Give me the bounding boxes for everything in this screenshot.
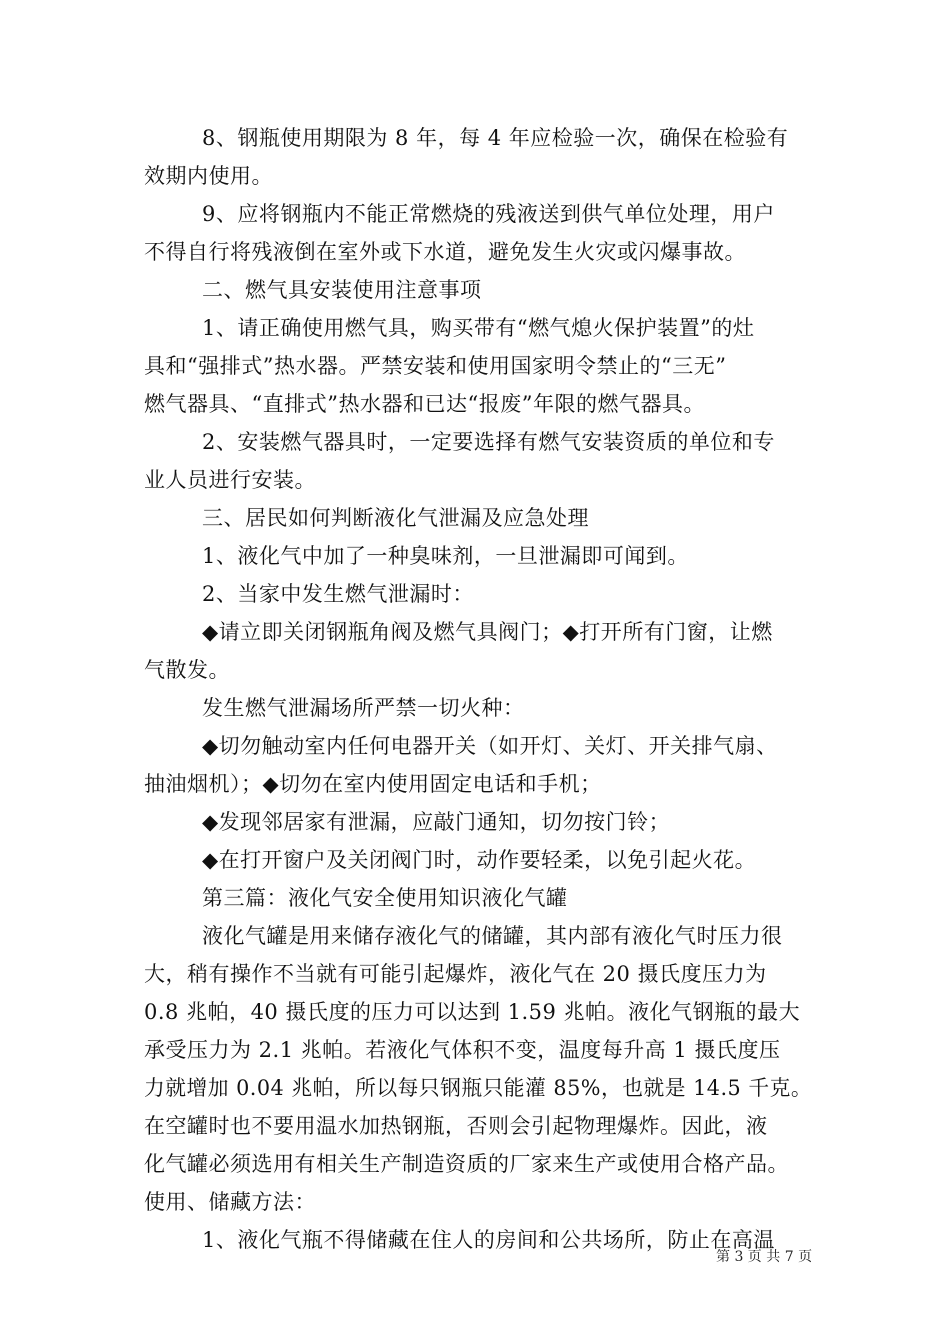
chapter-3-heading: 第三篇：液化气安全使用知识液化气罐 [202, 886, 568, 910]
paragraph-item-9-line-1: 9、应将钢瓶内不能正常燃烧的残液送到供气单位处理，用户 [202, 202, 775, 226]
intro-line-5: 力就增加 0.04 兆帕，所以每只钢瓶只能灌 85%，也就是 14.5 千克。 [144, 1076, 813, 1100]
paragraph-s2-item-2-line-2: 业人员进行安装。 [144, 468, 316, 492]
bullet-1-line-2: 气散发。 [144, 658, 230, 682]
fire-ban-line: 发生燃气泄漏场所严禁一切火种： [202, 696, 525, 720]
bullet-2-line-1: ◆切勿触动室内任何电器开关（如开灯、关灯、开关排气扇、 [202, 734, 778, 758]
bullet-1-line-1: ◆请立即关闭钢瓶角阀及燃气具阀门；◆打开所有门窗，让燃 [202, 620, 773, 644]
storage-1-line-1: 1、液化气瓶不得储藏在住人的房间和公共场所，防止在高温 [202, 1228, 775, 1252]
paragraph-item-8-line-2: 效期内使用。 [144, 164, 273, 188]
section-heading-3: 三、居民如何判断液化气泄漏及应急处理 [202, 506, 589, 530]
paragraph-s2-item-1-line-3: 燃气器具、“直排式”热水器和已达“报废”年限的燃气器具。 [144, 392, 705, 416]
bullet-3-line: ◆发现邻居家有泄漏，应敲门通知，切勿按门铃； [202, 810, 671, 834]
bullet-2-line-2: 抽油烟机）；◆切勿在室内使用固定电话和手机； [144, 772, 602, 796]
intro-line-2: 大，稍有操作不当就有可能引起爆炸，液化气在 20 摄氏度压力为 [144, 962, 767, 986]
paragraph-s2-item-1-line-1: 1、请正确使用燃气具，购买带有“燃气熄火保护装置”的灶 [202, 316, 755, 340]
paragraph-s3-item-2: 2、当家中发生燃气泄漏时： [202, 582, 474, 606]
paragraph-s2-item-2-line-1: 2、安装燃气器具时，一定要选择有燃气安装资质的单位和专 [202, 430, 775, 454]
intro-line-6: 在空罐时也不要用温水加热钢瓶，否则会引起物理爆炸。因此，液 [144, 1114, 768, 1138]
intro-line-4: 承受压力为 2.1 兆帕。若液化气体积不变，温度每升高 1 摄氏度压 [144, 1038, 781, 1062]
paragraph-item-9-line-2: 不得自行将残液倒在室外或下水道，避免发生火灾或闪爆事故。 [144, 240, 746, 264]
page-number: 第 3 页 共 7 页 [716, 1249, 813, 1265]
paragraph-s3-item-1: 1、液化气中加了一种臭味剂，一旦泄漏即可闻到。 [202, 544, 689, 568]
intro-line-3: 0.8 兆帕，40 摄氏度的压力可以达到 1.59 兆帕。液化气钢瓶的最大 [144, 1000, 801, 1024]
intro-line-8: 使用、储藏方法： [144, 1190, 316, 1214]
intro-line-1: 液化气罐是用来储存液化气的储罐，其内部有液化气时压力很 [202, 924, 783, 948]
paragraph-s2-item-1-line-2: 具和“强排式”热水器。严禁安装和使用国家明令禁止的“三无” [144, 354, 727, 378]
intro-line-7: 化气罐必须选用有相关生产制造资质的厂家来生产或使用合格产品。 [144, 1152, 789, 1176]
paragraph-item-8-line-1: 8、钢瓶使用期限为 8 年，每 4 年应检验一次，确保在检验有 [202, 126, 789, 150]
section-heading-2: 二、燃气具安装使用注意事项 [202, 278, 482, 302]
bullet-4-line: ◆在打开窗户及关闭阀门时，动作要轻柔，以免引起火花。 [202, 848, 757, 872]
